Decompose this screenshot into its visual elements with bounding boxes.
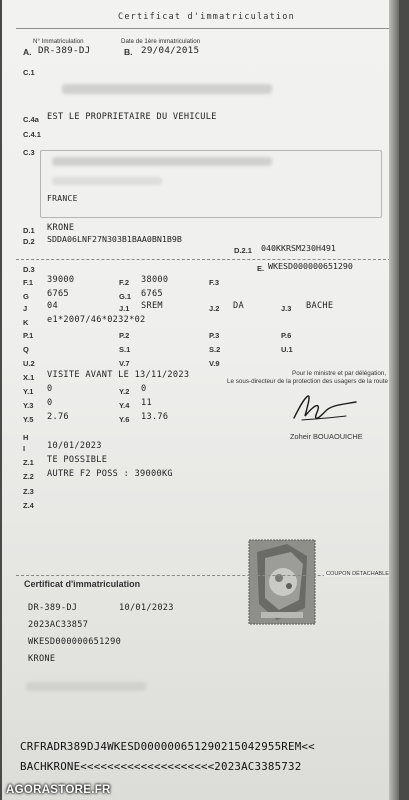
s2-label: S.2 xyxy=(209,345,221,354)
f2-value: 38000 xyxy=(141,275,169,285)
redacted-coupon-owner xyxy=(26,682,146,691)
f1-value: 39000 xyxy=(47,275,75,285)
g-label: G xyxy=(23,292,29,301)
p6-label: P.6 xyxy=(281,331,292,340)
certificate-date: 10/01/2023 xyxy=(47,441,102,451)
d1-label: D.1 xyxy=(23,226,35,235)
y3-label: Y.3 xyxy=(23,401,34,410)
document-title: Certificat d'immatriculation xyxy=(118,12,295,22)
title-divider xyxy=(16,28,391,29)
coupon-reference: 2023AC33857 xyxy=(28,620,89,630)
c4a-label: C.4a xyxy=(23,115,39,124)
v7-label: V.7 xyxy=(119,359,130,368)
i-label: I xyxy=(23,444,26,453)
u1-label: U.1 xyxy=(281,345,293,354)
inspection-notice: VISITE AVANT LE 13/11/2023 xyxy=(47,370,190,380)
vehicle-make: KRONE xyxy=(47,223,75,233)
z1-label: Z.1 xyxy=(23,458,34,467)
f3-label: F.3 xyxy=(209,278,220,287)
a-label: A. xyxy=(23,47,32,57)
z4-label: Z.4 xyxy=(23,501,34,510)
y4-value: 11 xyxy=(141,398,152,408)
coupon-detachable-label: COUPON DÉTACHABLE xyxy=(326,571,389,577)
p1-label: P.1 xyxy=(23,331,34,340)
d21-label: D.2.1 xyxy=(234,246,252,255)
watermark: AGORASTORE.FR xyxy=(6,784,111,796)
j-value: 04 xyxy=(47,301,58,311)
coupon-plate: DR-389-DJ xyxy=(28,603,78,613)
e-label: E. xyxy=(257,264,265,273)
g1-value: 6765 xyxy=(141,289,163,299)
section-divider xyxy=(16,259,391,260)
z2-value: AUTRE F2 POSS : 39000KG xyxy=(47,469,173,479)
f2-label: F.2 xyxy=(119,278,130,287)
y2-label: Y.2 xyxy=(119,387,130,396)
j3-value: BACHE xyxy=(306,301,334,311)
j2-value: DA xyxy=(233,301,244,311)
vin-number: WKESD000000651290 xyxy=(268,261,353,271)
national-type-code: 040KKRSM230H491 xyxy=(261,243,336,253)
mrz-line-1: CRFRADR389DJ4WKESD000000651290215042955REM<< xyxy=(20,740,315,753)
j3-label: J.3 xyxy=(281,304,292,313)
authority-line-1: Pour le ministre et par délégation, xyxy=(292,370,387,377)
q-label: Q xyxy=(23,345,29,354)
registration-certificate xyxy=(2,0,399,800)
vehicle-type: SDDA06LNF27N303B1BAA0BN1B9B xyxy=(47,234,182,244)
z3-label: Z.3 xyxy=(23,487,34,496)
redacted-address-1 xyxy=(52,157,272,166)
f1-label: F.1 xyxy=(23,278,34,287)
y5-label: Y.5 xyxy=(23,415,34,424)
c4a-value: EST LE PROPRIETAIRE DU VEHICULE xyxy=(47,112,217,122)
stamp-image xyxy=(247,538,317,626)
y4-label: Y.4 xyxy=(119,401,130,410)
v9-label: V.9 xyxy=(209,359,220,368)
plate-number: DR-389-DJ xyxy=(38,45,91,56)
y2-value: 0 xyxy=(141,384,147,394)
u2-label: U.2 xyxy=(23,359,35,368)
d2-label: D.2 xyxy=(23,237,35,246)
b-caption: Date de 1ère immatriculation xyxy=(121,38,201,45)
y1-value: 0 xyxy=(47,384,53,394)
g1-label: G.1 xyxy=(119,292,132,301)
s1-label: S.1 xyxy=(119,345,131,354)
first-registration-date: 29/04/2015 xyxy=(141,45,200,56)
p2-label: P.2 xyxy=(119,331,130,340)
d3-label: D.3 xyxy=(23,265,35,274)
z2-label: Z.2 xyxy=(23,472,34,481)
coupon-date: 10/01/2023 xyxy=(119,603,174,613)
j2-label: J.2 xyxy=(209,304,220,313)
mrz-line-2: BACHKRONE<<<<<<<<<<<<<<<<<<<<2023AC3385732 xyxy=(20,760,302,773)
h-label: H xyxy=(23,433,29,442)
redacted-address-2 xyxy=(52,177,162,185)
c3-label: C.3 xyxy=(23,148,35,157)
signer-name: Zoheir BOUAOUICHE xyxy=(290,432,363,441)
redacted-owner-name xyxy=(62,84,272,94)
g-value: 6765 xyxy=(47,289,69,299)
x1-label: X.1 xyxy=(23,373,35,382)
coupon-vin: WKESD000000651290 xyxy=(28,637,122,647)
authority-line-2: Le sous-directeur de la protection des usagers de la route xyxy=(227,378,389,385)
address-country: FRANCE xyxy=(47,194,78,203)
c1-label: C.1 xyxy=(23,68,35,77)
coupon-brand: KRONE xyxy=(28,654,56,664)
j-label: J xyxy=(23,304,28,313)
b-label: B. xyxy=(124,47,133,57)
y5-value: 2.76 xyxy=(47,412,69,422)
j1-label: J.1 xyxy=(119,304,130,313)
k-label: K xyxy=(23,318,29,327)
coupon-title: Certificat d'immatriculation xyxy=(24,579,141,589)
j1-value: SREM xyxy=(141,301,163,311)
y6-value: 13.76 xyxy=(141,412,169,422)
y3-value: 0 xyxy=(47,398,53,408)
p3-label: P.3 xyxy=(209,331,220,340)
a-caption: N° Immatriculation xyxy=(33,38,84,45)
type-approval: e1*2007/46*0232*02 xyxy=(47,315,146,325)
c41-label: C.4.1 xyxy=(23,130,41,139)
y6-label: Y.6 xyxy=(119,415,130,424)
signature-image xyxy=(284,392,360,428)
y1-label: Y.1 xyxy=(23,387,34,396)
z1-value: TE POSSIBLE xyxy=(47,455,108,465)
paper-edge-shadow xyxy=(389,0,399,800)
